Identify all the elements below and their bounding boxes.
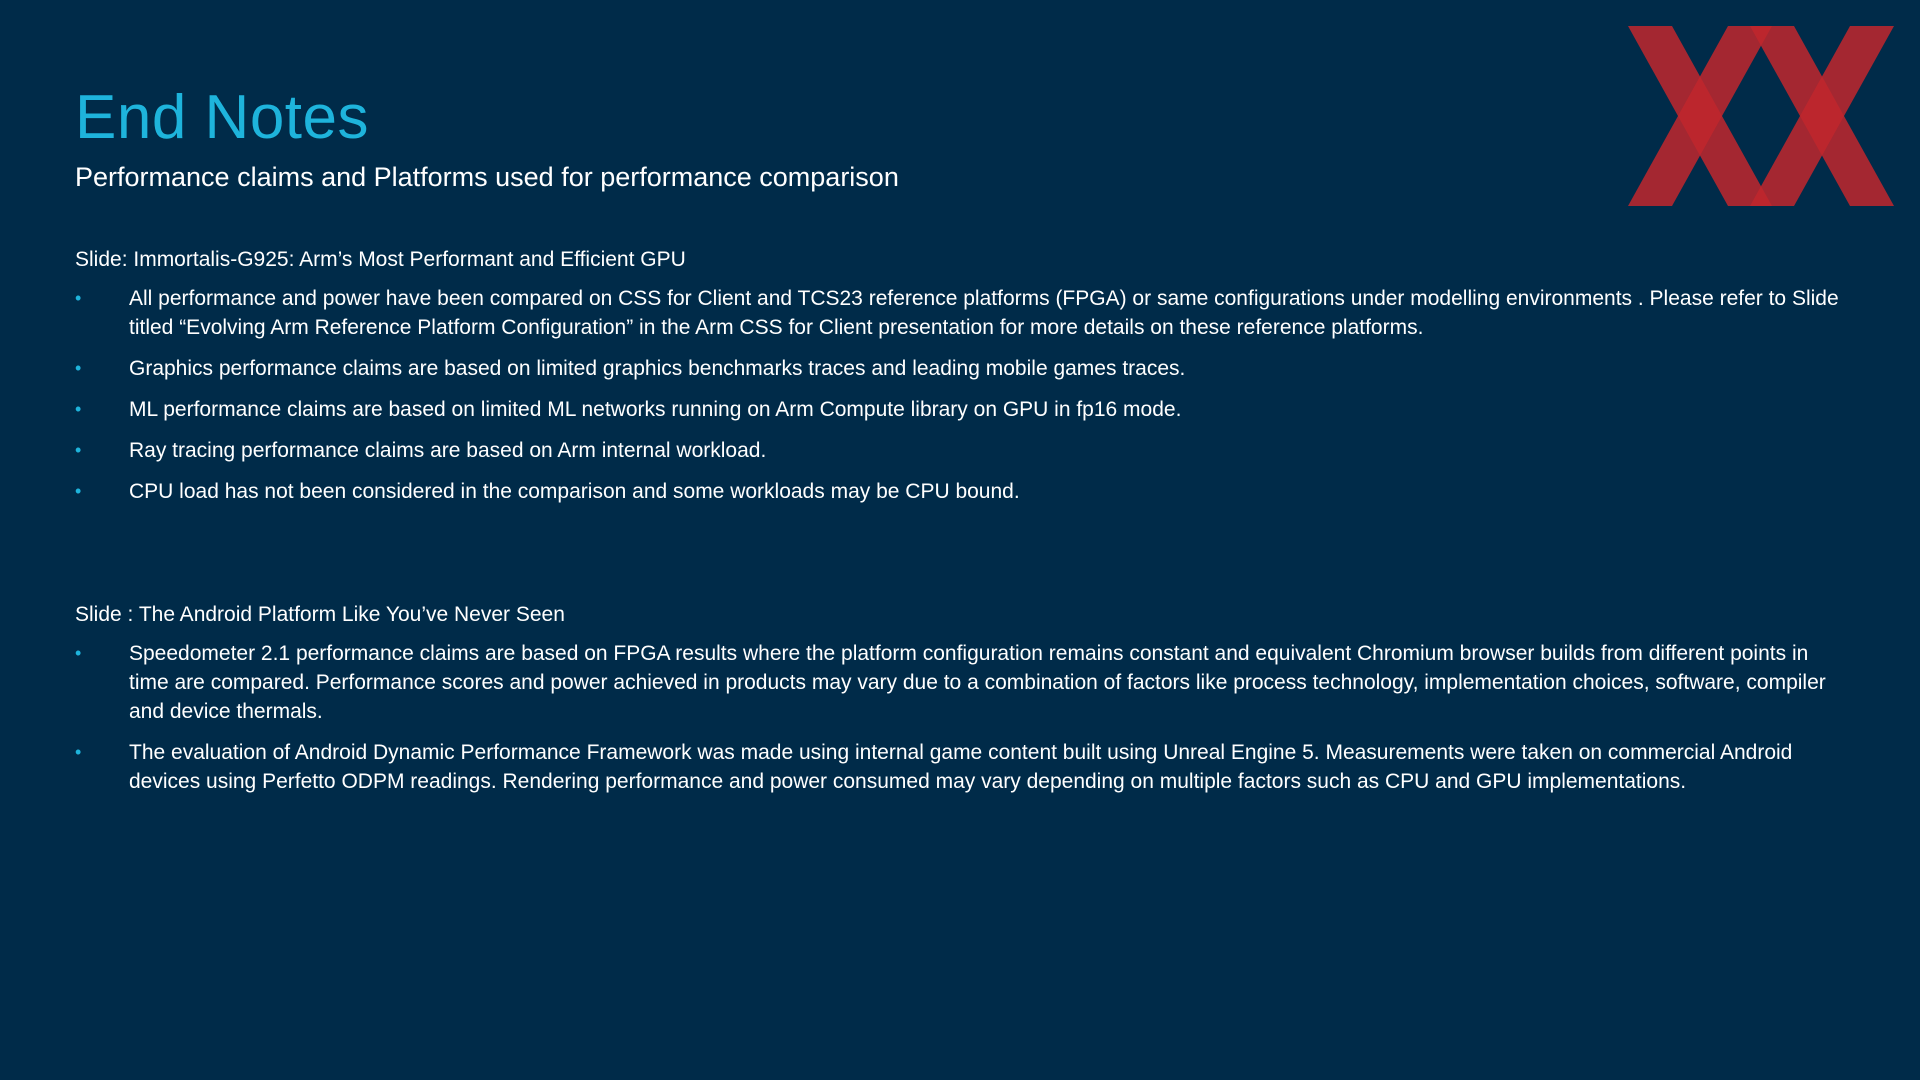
xx-logo-icon (1628, 26, 1894, 206)
list-item-text: CPU load has not been considered in the comparison and some workloads may be CPU bound. (129, 480, 1020, 503)
bullet-icon: • (75, 481, 82, 501)
bullet-list (75, 284, 1845, 506)
list-item-text: Graphics performance claims are based on limited graphics benchmarks traces and leading mobile games traces. (129, 357, 1186, 380)
section-heading: Slide : The Android Platform Like You’ve Never Seen (75, 603, 565, 626)
page-subtitle: Performance claims and Platforms used for performance comparison (75, 162, 899, 192)
list-item (75, 354, 1845, 383)
bullet-icon: • (75, 399, 82, 419)
list-item (75, 436, 1845, 465)
bullet-icon: • (75, 742, 82, 762)
list-item-text: The evaluation of Android Dynamic Performance Framework was made using internal game content built using Unreal Engine 5. Measurements were taken on commercial Android devices using Perfetto ODPM readings. Rendering performance and power consumed may vary depending on multiple factors such as CPU and GPU implementations. (129, 741, 1793, 793)
section-heading: Slide: Immortalis-G925: Arm’s Most Performant and Efficient GPU (75, 248, 686, 271)
list-item-text: ML performance claims are based on limited ML networks running on Arm Compute library on GPU in fp16 mode. (129, 398, 1182, 421)
list-item (75, 395, 1845, 424)
list-item (75, 639, 1845, 726)
list-item (75, 284, 1845, 342)
list-item (75, 477, 1845, 506)
page-title: End Notes (75, 83, 370, 152)
bullet-icon: • (75, 288, 82, 308)
bullet-icon: • (75, 358, 82, 378)
bullet-icon: • (75, 440, 82, 460)
section-immortalis (75, 246, 1845, 518)
list-item (75, 738, 1845, 796)
bullet-icon: • (75, 643, 82, 663)
bullet-list (75, 639, 1845, 796)
section-android-platform (75, 601, 1845, 808)
list-item-text: Ray tracing performance claims are based on Arm internal workload. (129, 439, 767, 462)
list-item-text: Speedometer 2.1 performance claims are based on FPGA results where the platform configuration remains constant and equivalent Chromium browser builds from different points in time are compared. Performance scores and power achieved in products may vary due to a combination of factors like process technology, implementation choices, software, compiler and device thermals. (129, 642, 1826, 723)
list-item-text: All performance and power have been compared on CSS for Client and TCS23 reference platforms (FPGA) or same configurations under modelling environments . Please refer to Slide titled “Evolving Arm Reference Platform Configuration” in the Arm CSS for Client presentation for more details on these reference platforms. (129, 287, 1839, 339)
